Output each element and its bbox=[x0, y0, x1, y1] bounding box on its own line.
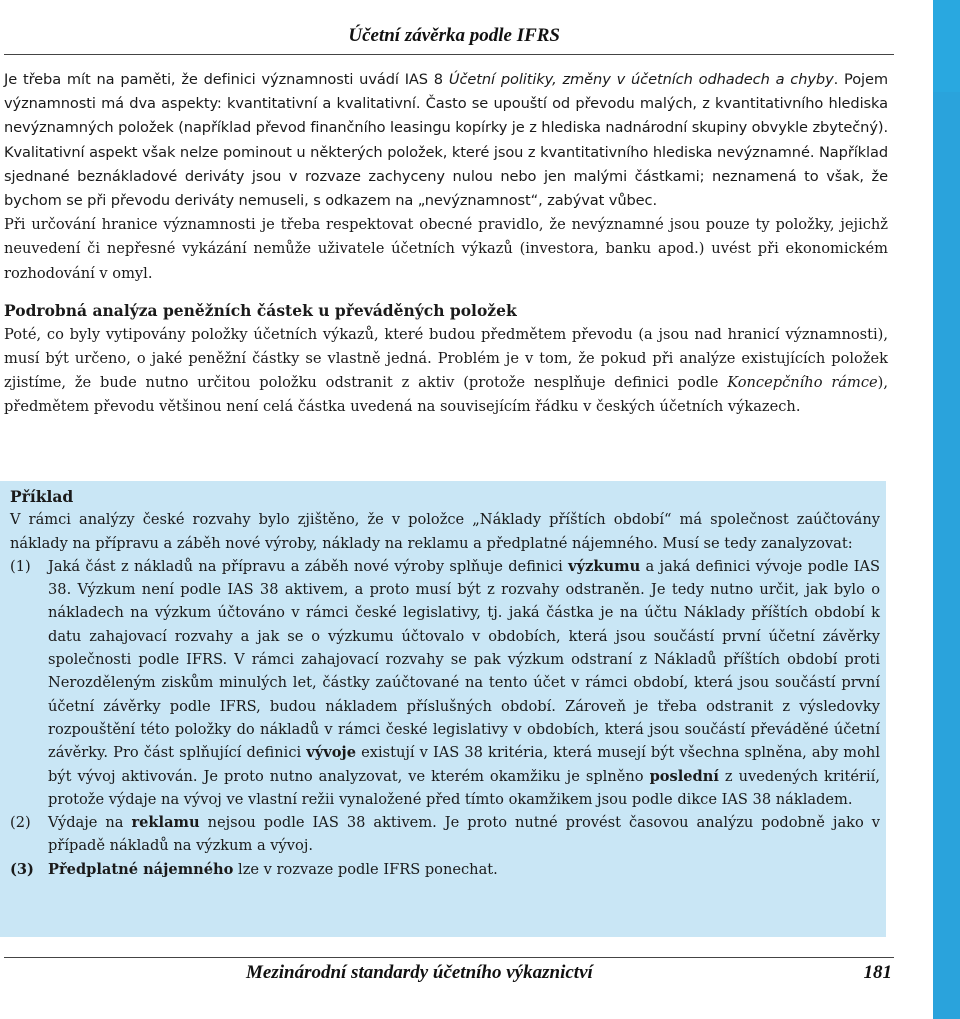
example-item-1 bbox=[10, 555, 880, 811]
paragraph-amount-analysis bbox=[4, 323, 888, 420]
list-number: (2) bbox=[10, 814, 31, 832]
list-number: (1) bbox=[10, 557, 31, 575]
item-1-term-development: vývoje bbox=[306, 744, 356, 762]
header-rule bbox=[4, 54, 894, 55]
example-box bbox=[0, 481, 886, 937]
footer-rule bbox=[4, 957, 894, 958]
chapter-thumb-tab bbox=[933, 0, 960, 92]
item-1-term-last: poslední bbox=[649, 767, 719, 785]
item-2-text-c: nejsou podle IAS 38 aktivem. Je proto nutné provést časovou analýzu podobně jako v případě nákladů na výzkum a vývoj. bbox=[48, 814, 880, 855]
body-text bbox=[4, 68, 888, 420]
item-3-term-prepaid-rent: Předplatné nájemného bbox=[48, 860, 234, 878]
example-item-3 bbox=[10, 858, 880, 881]
item-1-term-research: výzkumu bbox=[568, 557, 641, 575]
p3-rest: ), předmětem převodu většinou není celá částka uvedená na souvisejícím řádku v českých účetních výkazech. bbox=[4, 374, 888, 416]
page-edge-color-bar bbox=[933, 0, 960, 1019]
p3-framework-title: Koncepčního rámce bbox=[727, 374, 878, 392]
item-1-text-c: a jaká definici vývoje podle IAS 38. Výzkum není podle IAS 38 aktivem, a proto musí být z rozvahy odstraněn. Je tedy nutno určit, jak bylo o nákladech na výzkum účtováno v rámci české legislativy, tj. jaká částka je na účtu Náklady příštích období k datu zahajovací rozvahy a jak se o výzkumu účtovalo v obdobích, která jsou součástí první účetní závěrky společnosti podle IFRS. V rámci zahajovací rozvahy se pak výzkum odstraní z Nákladů příštích období proti Nerozděleným ziskům minulých let, částky zaúčtované na tento účet v rámci období, která jsou součástí první účetní závěrky podle IFRS, budou nákladem příslušných období. Zároveň je třeba odstranit z výsledovky rozpouštění této položky do nákladů v rámci české legislativy v obdobích, která jsou součástí převáděné účetní závěrky. Pro část splňující definici bbox=[48, 557, 880, 762]
example-item-2 bbox=[10, 811, 880, 858]
footer-book-title: Mezinárodní standardy účetního výkaznictví bbox=[246, 962, 593, 983]
item-1-text-e: existují v IAS 38 kritéria, která musejí být všechna splněna, aby mohl být vývoj aktivován. Je proto nutno analyzovat, ve kterém okamžiku je splněno bbox=[48, 744, 880, 785]
list-number: (3) bbox=[10, 860, 34, 878]
example-intro: V rámci analýzy české rozvahy bylo zjištěno, že v položce „Náklady příštích období“ má společnost zaúčtovány náklady na přípravu a záběh nové výroby, náklady na reklamu a předplatné nájemného. Musí se tedy zanalyzovat: bbox=[10, 511, 880, 552]
item-1-text-a: Jaká část z nákladů na přípravu a záběh nové výroby splňuje definici bbox=[48, 557, 569, 575]
item-2-term-advertising: reklamu bbox=[131, 814, 200, 832]
item-3-text-c: lze v rozvaze podle IFRS ponechat. bbox=[233, 860, 498, 878]
item-2-text-a: Výdaje na bbox=[48, 814, 132, 832]
running-header-title: Účetní závěrka podle IFRS bbox=[348, 25, 560, 46]
p3-prefix: Poté, co byly vytipovány položky účetních výkazů, které budou předmětem převodu (a jsou nad hranicí významnosti), musí být určeno, o jaké peněžní částky se vlastně jedná. Problém je v tom, že pokud při analýze existujících položek zjistíme, že bude nutno určitou položku odstranit z aktiv (protože nesplňuje definici podle bbox=[4, 325, 888, 392]
example-title: Příklad bbox=[10, 487, 74, 506]
paragraph-materiality-intro bbox=[4, 68, 888, 213]
paragraph-materiality-threshold: Při určování hranice významnosti je třeba respektovat obecné pravidlo, že nevýznamné jsou pouze ty položky, jejichž neuvedení či nepřesné vykázání nemůže uživatele účetních výkazů (investora, banku apod.) uvést při ekonomickém rozhodování v omyl. bbox=[4, 216, 888, 282]
p1-rest: . Pojem významnosti má dva aspekty: kvantitativní a kvalitativní. bbox=[4, 71, 888, 113]
p1-standard-title: Účetní politiky, změny v účetních odhadech a chyby bbox=[448, 71, 834, 88]
section-heading: Podrobná analýza peněžních částek u převáděných položek bbox=[4, 300, 517, 320]
p1-continuation: Často se upouští od převodu malých, z kvantitativního hlediska nevýznamných položek (například převod finančního leasingu kopírky je z hlediska nadnárodní skupiny obvykle zbytečný). Kvalitativní aspekt však nelze pominout u některých položek, které jsou z kvantitativního hlediska nevýznamné. Například sjednané beznákladové deriváty jsou v rozvaze zachyceny nulou nebo jen malými částkami; neznamená to však, že bychom se při převodu deriváty nemuseli, s odkazem na „nevýznamnost“, zabývat vůbec. bbox=[4, 95, 888, 210]
example-list bbox=[10, 555, 880, 881]
p1-prefix: Je třeba mít na paměti, že definici významnosti uvádí IAS 8 bbox=[4, 71, 449, 88]
page-number: 181 bbox=[863, 962, 892, 983]
item-1-text-g: z uvedených kritérií, protože výdaje na vývoj ve vlastní režii vynaložené před tímto okamžikem jsou podle dikce IAS 38 nákladem. bbox=[48, 767, 880, 808]
